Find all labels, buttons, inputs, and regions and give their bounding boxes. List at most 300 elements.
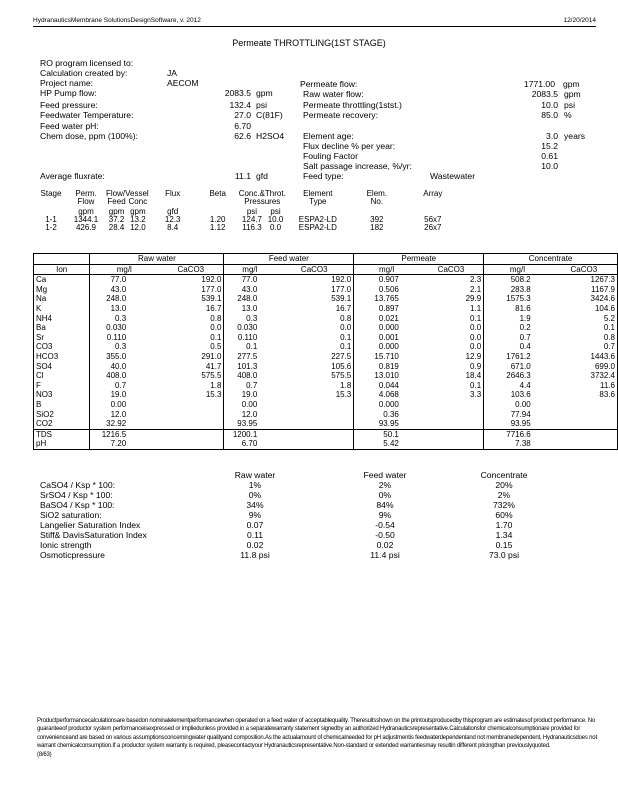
stage-cell: 8.4 — [167, 223, 179, 232]
param-unit: psi — [256, 100, 267, 110]
ion-value: 248.0 — [106, 294, 127, 304]
ion-value — [419, 439, 484, 449]
ion-value: 0.000 — [378, 342, 399, 352]
ion-name: Ba — [34, 323, 90, 333]
ion-value — [158, 400, 224, 410]
ion-value — [275, 439, 353, 449]
param-value: 3.0 — [546, 131, 558, 141]
ion-value: 1761.2 — [506, 351, 531, 361]
ion-value: 539.1 — [158, 294, 224, 304]
param-value: 15.2 — [541, 141, 558, 151]
stage-header-cell: gpm — [108, 207, 125, 216]
stage-header-row — [36, 198, 462, 206]
saturation-label: BaSO4 / Ksp * 100: — [40, 500, 115, 510]
stage-cell: 116.3 — [242, 223, 262, 232]
param-value: 11.1 — [234, 171, 251, 181]
stage-cell: 182 — [370, 223, 384, 232]
ion-value: 408.0 — [106, 371, 127, 381]
saturation-row — [40, 550, 528, 560]
ion-name: pH — [34, 439, 90, 449]
stage-header-cell — [36, 198, 66, 206]
ion-value — [419, 400, 484, 410]
saturation-value: 0.02 — [246, 540, 264, 550]
ion-value: 0.021 — [378, 313, 399, 323]
ion-value: 0.7 — [246, 380, 258, 390]
saturation-label: Stiff& DavisSaturation Index — [40, 530, 147, 540]
ion-value: 248.0 — [237, 294, 258, 304]
param-label: Chem dose, ppm (100%): — [40, 131, 138, 141]
ion-value — [275, 410, 353, 420]
ion-subheader-cell: mg/l — [224, 264, 275, 275]
stage-cell: 1-2 — [45, 223, 57, 232]
ion-value: 408.0 — [237, 371, 258, 381]
ion-value: 83.6 — [551, 390, 618, 400]
ion-value: 0.0 — [419, 342, 484, 352]
stage-header-cell: Conc.&Throt. — [238, 189, 286, 198]
ion-value: 104.6 — [551, 304, 618, 314]
ion-row — [34, 314, 618, 324]
ion-value: 0.030 — [106, 323, 127, 333]
param-value: 132.4 — [229, 100, 251, 110]
ion-value: 12.9 — [419, 352, 484, 362]
ion-name: F — [34, 381, 90, 391]
param-value: 1771.00 — [523, 79, 555, 89]
ion-row — [34, 362, 618, 372]
saturation-header — [40, 470, 528, 480]
software-version: HydranauticsMembrane SolutionsDesignSoftware, v. 2012 — [33, 17, 201, 24]
ion-value: 0.8 — [275, 314, 353, 324]
param-value: Wastewater — [430, 171, 476, 181]
stage-cell: 28.4 — [108, 223, 125, 232]
saturation-label: SiO2 saturation: — [40, 510, 102, 520]
ion-row — [34, 371, 618, 381]
stage-cell: 0.0 — [269, 223, 282, 232]
param-label: RO program licensed to: — [40, 58, 134, 68]
ion-value: 1267.3 — [551, 275, 618, 285]
ion-row — [34, 304, 618, 314]
ion-value: 11.6 — [551, 381, 618, 391]
ion-value: 508.2 — [510, 275, 531, 285]
ion-group-blank — [34, 254, 90, 265]
param-unit: gpm — [563, 79, 580, 89]
stage-header-cell: Flux — [165, 189, 181, 198]
stage-cell: 12.3 — [164, 215, 181, 224]
ion-value: 0.0 — [419, 333, 484, 343]
ion-value: 1.9 — [519, 313, 531, 323]
stage-header-cell: Flow — [77, 197, 95, 206]
ion-value: 0.3 — [115, 342, 127, 352]
param-unit: gpm — [564, 89, 581, 99]
param-unit: C(81F) — [256, 110, 283, 120]
ion-row — [34, 294, 618, 304]
saturation-value: 732% — [493, 500, 515, 510]
saturation-row — [40, 540, 528, 550]
ion-value: 3.3 — [419, 390, 484, 400]
stage-header-cell: Type — [309, 197, 327, 206]
ion-value: 0.00 — [241, 399, 258, 409]
ion-value: 355.0 — [106, 351, 127, 361]
param-value: 27.0 — [234, 110, 251, 120]
param-value: 10.0 — [541, 100, 558, 110]
ion-value — [551, 439, 618, 449]
ion-row — [34, 400, 618, 410]
stage-header-cell: Stage — [40, 189, 62, 198]
ion-value: 15.710 — [374, 351, 399, 361]
saturation-row — [40, 520, 528, 530]
ion-value: 0.110 — [106, 332, 127, 342]
saturation-header-cell — [40, 470, 220, 480]
ion-value: 12.0 — [110, 409, 127, 419]
stage-cell: 124.7 — [241, 215, 262, 224]
ion-subheader-cell: mg/l — [90, 264, 158, 275]
stage-cell: ESPA2-LD — [298, 215, 337, 224]
stage-row — [36, 224, 462, 232]
ion-value: 3424.6 — [551, 294, 618, 304]
param-label: Feed pressure: — [40, 100, 98, 110]
ion-name: CO3 — [34, 342, 90, 352]
ion-group-cell: Permeate — [354, 254, 484, 265]
ion-value: 0.0 — [419, 323, 484, 333]
stage-header-cell: Flow/Vessel — [106, 189, 149, 198]
ion-value: 0.5 — [158, 342, 224, 352]
saturation-value: 2% — [497, 490, 511, 500]
ion-group-cell: Feed water — [224, 254, 354, 265]
ion-value: 13.765 — [374, 294, 399, 304]
ion-row — [34, 333, 618, 343]
ion-value: 19.0 — [241, 390, 258, 400]
ion-value: 192.0 — [275, 275, 353, 285]
ion-value: 6.70 — [241, 439, 258, 449]
saturation-value: 34% — [246, 500, 264, 510]
stage-header-cell: Feed — [107, 197, 126, 206]
param-value: 85.0 — [541, 110, 558, 120]
ion-row — [34, 439, 618, 449]
param-label: Feed type: — [303, 171, 344, 181]
saturation-label: CaSO4 / Ksp * 100: — [40, 480, 115, 490]
saturation-value: 9% — [378, 510, 392, 520]
param-label: Feed water pH: — [40, 121, 99, 131]
ion-row — [34, 390, 618, 400]
ion-value: 0.7 — [115, 380, 127, 390]
saturation-value: 1.34 — [495, 530, 513, 540]
ion-value: 0.00 — [515, 399, 531, 409]
ion-value: 16.7 — [275, 304, 353, 314]
ion-value: 1.8 — [275, 381, 353, 391]
saturation-value: 84% — [376, 500, 394, 510]
saturation-value: 20% — [495, 480, 513, 490]
ion-value: 1216.5 — [90, 429, 158, 439]
ion-group-cell: Concentrate — [484, 254, 618, 265]
ion-value: 671.0 — [510, 361, 531, 371]
ion-value: 0.506 — [378, 284, 399, 294]
ion-value: 0.110 — [237, 332, 258, 342]
ion-value: 13.0 — [110, 303, 127, 313]
ion-value: 192.0 — [158, 275, 224, 285]
ion-value — [158, 439, 224, 449]
ion-name: NH4 — [34, 314, 90, 324]
ion-value: 277.5 — [237, 351, 258, 361]
ion-value: 0.8 — [158, 314, 224, 324]
param-value: 2083.5 — [224, 88, 251, 98]
ion-value: 41.7 — [158, 362, 224, 372]
ion-subheader-cell: Ion — [34, 264, 90, 275]
ion-row — [34, 275, 618, 285]
ion-value: 43.0 — [241, 284, 258, 294]
ion-value: 0.0 — [158, 323, 224, 333]
ion-value: 0.000 — [378, 323, 399, 333]
stage-cell: 10.0 — [267, 215, 284, 224]
ion-value: 2.1 — [419, 285, 484, 295]
stage-cell: 12.0 — [130, 223, 146, 232]
ion-value: 32.92 — [106, 419, 127, 429]
saturation-value: 1% — [248, 480, 262, 490]
ion-value: 7.20 — [110, 439, 127, 449]
ion-value — [551, 429, 618, 439]
ion-value: 7.38 — [515, 439, 531, 449]
saturation-value: -0.50 — [375, 530, 395, 540]
ion-value: 93.95 — [510, 419, 531, 429]
saturation-value: 0% — [378, 490, 392, 500]
ion-value: 4.4 — [519, 380, 531, 390]
ion-value — [275, 400, 353, 410]
saturation-label: Osmoticpressure — [40, 550, 105, 560]
stage-cell: 56x7 — [424, 215, 442, 224]
param-label: Salt passage increase, %/yr: — [303, 161, 412, 171]
saturation-header-cell: Concentrate — [480, 470, 528, 480]
ion-value: 105.6 — [275, 362, 353, 372]
ion-value: 7716.6 — [484, 429, 551, 439]
ion-row — [34, 381, 618, 391]
stage-cell: 13.2 — [130, 215, 146, 224]
ion-value: 40.0 — [110, 361, 127, 371]
stage-header-cell: psi — [270, 207, 281, 216]
ion-value: 1200.1 — [224, 429, 275, 439]
ion-value: 1167.9 — [551, 285, 618, 295]
ion-subheader-cell: mg/l — [354, 264, 419, 275]
ion-value: 93.95 — [378, 419, 399, 429]
ion-value: 0.000 — [378, 399, 399, 409]
saturation-value: 0.02 — [376, 540, 394, 550]
stage-header-cell: Element — [303, 189, 333, 198]
param-value: 2083.5 — [531, 89, 558, 99]
report-date: 12/20/2014 — [563, 17, 596, 24]
ion-value — [275, 429, 353, 439]
ion-value: 81.6 — [515, 303, 531, 313]
ion-value: 18.4 — [419, 371, 484, 381]
saturation-value: 0% — [248, 490, 262, 500]
ion-value: 0.0 — [275, 323, 353, 333]
ion-value — [158, 419, 224, 429]
stage-cell: 426.9 — [75, 223, 97, 232]
ion-value: 0.897 — [378, 303, 399, 313]
ion-value: 0.1 — [275, 342, 353, 352]
ion-value: 0.001 — [378, 332, 399, 342]
ion-row — [34, 342, 618, 352]
ion-value: 0.1 — [419, 381, 484, 391]
param-value: 6.70 — [234, 121, 251, 131]
param-unit: psi — [564, 100, 575, 110]
ion-value: 227.5 — [275, 352, 353, 362]
param-unit: gpm — [256, 88, 273, 98]
saturation-header-cell: Raw water — [234, 470, 276, 480]
ion-name: SiO2 — [34, 410, 90, 420]
ion-value — [419, 410, 484, 420]
param-label: Permeate throttling(1stst.) — [303, 100, 402, 110]
ion-row — [34, 285, 618, 295]
param-label: Permeate flow: — [300, 79, 358, 89]
stage-header-cell: Pressures — [244, 197, 281, 206]
ion-value: 93.95 — [237, 419, 258, 429]
saturation-value: 1.70 — [495, 520, 513, 530]
ion-name: Na — [34, 294, 90, 304]
param-label: HP Pump flow: — [40, 88, 97, 98]
param-label: Average fluxrate: — [40, 171, 105, 181]
ion-value: 43.0 — [110, 284, 127, 294]
ion-value: 575.5 — [158, 371, 224, 381]
ion-subheader-cell: mg/l — [484, 264, 551, 275]
ion-value: 5.42 — [383, 439, 399, 449]
ion-subheader-cell: CaCO3 — [158, 264, 224, 275]
param-value: AECOM — [167, 78, 199, 88]
stage-header-cell: Array — [423, 189, 443, 198]
ion-value: 291.0 — [158, 352, 224, 362]
ion-value: 0.1 — [275, 333, 353, 343]
param-label: Flux decline % per year: — [303, 141, 396, 151]
ion-value: 1.1 — [419, 304, 484, 314]
ion-value — [419, 429, 484, 439]
saturation-label: SrSO4 / Ksp * 100: — [40, 490, 113, 500]
disclaimer-text: Productperformancecalculationsare basedon nominalelementperformancewhen operated on a feed water of acceptablequality. Theresultsshown on the printoutsproducedby thisprogram are estimatesof product performance. No guaranteeof productor system performanceisexpressed or impliedunless provided in a separatewarranty statement signedby an authorized Hydranauticsrepresentative.Calculationsfor chemicalconsumptionare provided for convenienceand are based on various assumptionsconcerningwater qualityand composition.As the actualamount of chemicalneeded for pH adjustmentis feedwaterdependentand not membranedependent, Hydranauticsdoes not warrant chemicalconsumption.If a productor system warranty is required, pleasecontactyour Hydranauticsrepresentative.Non-standard or extended warrantiesmay resultin different pricingthan previouslyquoted. — [37, 718, 597, 750]
stage-header-cell: Beta — [209, 189, 226, 198]
ion-value: 575.5 — [275, 371, 353, 381]
stage-header-cell: No. — [370, 197, 384, 206]
ion-value: 0.1 — [158, 333, 224, 343]
ion-value: 0.36 — [383, 409, 399, 419]
ion-value: 0.1 — [551, 323, 618, 333]
ion-value: 283.8 — [510, 284, 531, 294]
ion-table — [33, 253, 618, 450]
ion-value: 77.0 — [241, 275, 258, 285]
saturation-value: 0.11 — [246, 530, 264, 540]
ion-value: 0.1 — [246, 342, 258, 352]
ion-value: 0.3 — [115, 313, 127, 323]
ion-value — [551, 400, 618, 410]
ion-name: NO3 — [34, 390, 90, 400]
param-label: Calculation created by: — [40, 68, 128, 78]
param-unit: years — [564, 131, 586, 141]
stage-header-cell — [404, 198, 462, 206]
ion-subheader-cell: CaCO3 — [275, 264, 353, 275]
stage-table — [36, 190, 462, 232]
ion-value — [419, 419, 484, 429]
stage-header-cell — [197, 198, 239, 206]
ion-value: 1443.6 — [551, 352, 618, 362]
header-divider — [33, 26, 596, 27]
param-label: Permeate recovery: — [303, 110, 378, 120]
stage-cell: ESPA2-LD — [298, 223, 337, 232]
stage-header-cell: Conc — [128, 197, 148, 206]
ion-value: 0.2 — [519, 323, 531, 333]
ion-name: TDS — [34, 429, 90, 439]
ion-value: 15.3 — [275, 390, 353, 400]
ion-value: 0.819 — [378, 361, 399, 371]
stage-cell: 1344.1 — [73, 215, 99, 224]
stage-cell: 1.20 — [209, 215, 226, 224]
ion-value: 12.0 — [241, 409, 258, 419]
ion-row — [34, 429, 618, 439]
stage-header-cell: gfd — [167, 207, 179, 216]
param-value: 0.61 — [541, 151, 558, 161]
ion-row — [34, 419, 618, 429]
ion-value: 0.9 — [419, 362, 484, 372]
ion-value: 0.030 — [237, 323, 258, 333]
ion-value: 77.94 — [510, 409, 531, 419]
ion-value: 1575.3 — [506, 294, 531, 304]
ion-value: 0.00 — [110, 399, 127, 409]
ion-value: 5.2 — [551, 314, 618, 324]
ion-value: 77.0 — [110, 275, 127, 285]
ion-value: 0.044 — [378, 380, 399, 390]
saturation-label: Langelier Saturation Index — [40, 520, 141, 530]
saturation-row — [40, 490, 528, 500]
saturation-value: 0.07 — [246, 520, 264, 530]
param-unit: H2SO4 — [256, 131, 285, 141]
stage-header-cell — [149, 198, 197, 206]
stage-cell: 1-1 — [45, 215, 57, 224]
ion-name: SO4 — [34, 362, 90, 372]
param-label: Feedwater Temperature: — [40, 110, 134, 120]
saturation-value: 73.0 psi — [488, 550, 520, 560]
ion-value: 19.0 — [110, 390, 127, 400]
ion-value: 0.907 — [378, 275, 399, 285]
stage-header-cell: Elem. — [366, 189, 388, 198]
ion-subheader-cell: CaCO3 — [551, 264, 618, 275]
ion-value: 3732.4 — [551, 371, 618, 381]
ion-value: 0.7 — [519, 332, 531, 342]
saturation-value: 11.4 psi — [370, 550, 400, 560]
saturation-table — [40, 470, 528, 560]
saturation-value: 0.15 — [495, 540, 513, 550]
ion-value: 2646.3 — [506, 371, 531, 381]
param-unit: gfd — [256, 171, 268, 181]
stage-header-cell: gpm — [78, 207, 94, 216]
param-value: 62.6 — [234, 131, 251, 141]
disclaimer — [37, 717, 597, 759]
saturation-row — [40, 500, 528, 510]
saturation-row — [40, 480, 528, 490]
ion-name: CO2 — [34, 419, 90, 429]
ion-value: 29.9 — [419, 294, 484, 304]
ion-row — [34, 323, 618, 333]
stage-cell: 392 — [370, 215, 384, 224]
ion-row — [34, 410, 618, 420]
saturation-value: -0.54 — [375, 520, 395, 530]
ion-name: HCO3 — [34, 352, 90, 362]
ion-value — [158, 429, 224, 439]
ion-subheader-cell: CaCO3 — [419, 264, 484, 275]
param-value: JA — [167, 68, 178, 78]
ion-value — [551, 410, 618, 420]
ion-group-cell: Raw water — [90, 254, 224, 265]
ion-name: K — [34, 304, 90, 314]
stage-header-cell: psi — [246, 207, 258, 216]
ion-group-header — [34, 254, 618, 265]
saturation-header-cell: Feed water — [363, 470, 407, 480]
saturation-label: Ionic strength — [40, 540, 92, 550]
ion-value: 0.4 — [519, 342, 531, 352]
stage-header-cell: gpm — [130, 207, 146, 216]
stage-cell: 26x7 — [424, 223, 442, 232]
